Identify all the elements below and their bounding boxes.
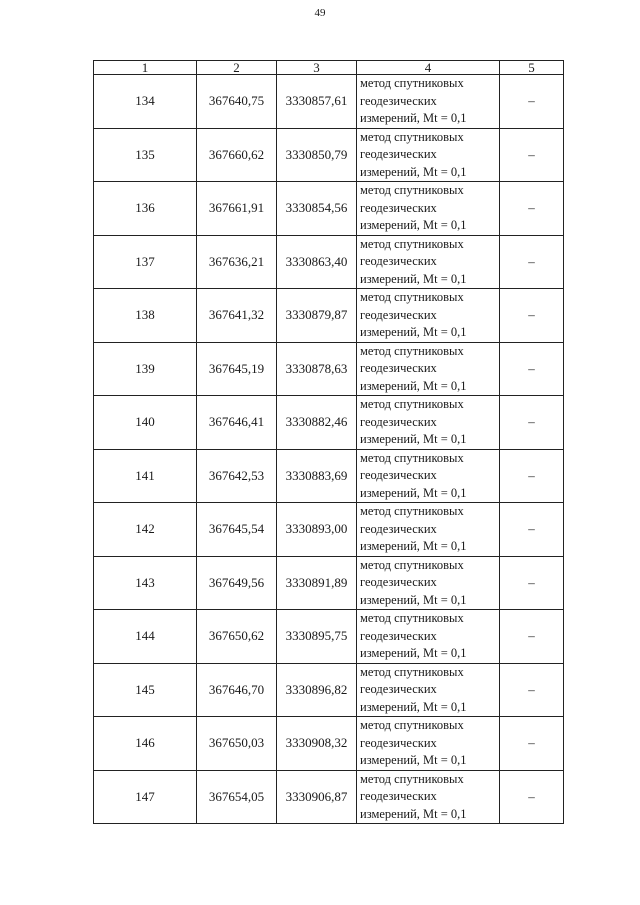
method-line-1: метод спутниковых: [360, 76, 464, 90]
method-line-3: измерений, Mt = 0,1: [360, 325, 467, 339]
method-line-1: метод спутниковых: [360, 504, 464, 518]
method-line-2: геодезических: [360, 414, 437, 429]
method-description: [357, 610, 500, 664]
coord-y: 3330854,56: [277, 182, 357, 236]
method-line-1: метод спутниковых: [360, 290, 464, 304]
method-line-1: метод спутниковых: [360, 718, 464, 732]
method-description: [357, 663, 500, 717]
point-number: 134: [94, 75, 197, 129]
method-line-2: геодезических: [360, 307, 437, 322]
method-line-3: измерений, Mt = 0,1: [360, 753, 467, 767]
table-header-row: [94, 61, 564, 75]
method-line-3: измерений, Mt = 0,1: [360, 539, 467, 553]
column-5-value: –: [500, 396, 564, 450]
method-line-2: геодезических: [360, 628, 437, 643]
coord-x: 367661,91: [197, 182, 277, 236]
header-col-4: 4: [357, 61, 500, 75]
column-5-value: –: [500, 182, 564, 236]
table-row: [94, 342, 564, 396]
coord-y: 3330879,87: [277, 289, 357, 343]
method-line-1: метод спутниковых: [360, 183, 464, 197]
method-line-3: измерений, Mt = 0,1: [360, 378, 467, 393]
coord-x: 367636,21: [197, 235, 277, 289]
method-line-3: измерений, Mt = 0,1: [360, 218, 467, 232]
method-line-3: измерений, Mt = 0,1: [360, 164, 467, 179]
table-row: [94, 503, 564, 557]
method-line-1: метод спутниковых: [360, 771, 464, 786]
coord-y: 3330882,46: [277, 396, 357, 450]
method-description: [357, 342, 500, 396]
point-number: 142: [94, 503, 197, 557]
table-row: [94, 396, 564, 450]
point-number: 139: [94, 342, 197, 396]
point-number: 147: [94, 770, 197, 824]
coord-x: 367645,19: [197, 342, 277, 396]
coord-x: 367650,62: [197, 610, 277, 664]
method-line-2: геодезических: [360, 93, 437, 108]
method-line-1: метод спутниковых: [360, 557, 464, 572]
table-row: [94, 182, 564, 236]
table-row: [94, 770, 564, 824]
coord-x: 367640,75: [197, 75, 277, 129]
method-line-3: измерений, Mt = 0,1: [360, 806, 467, 821]
table-row: [94, 75, 564, 129]
coord-x: 367642,53: [197, 449, 277, 503]
method-line-2: геодезических: [360, 200, 437, 215]
table-row: [94, 128, 564, 182]
table-row: [94, 610, 564, 664]
coord-y: 3330863,40: [277, 235, 357, 289]
coord-x: 367654,05: [197, 770, 277, 824]
header-col-2: 2: [197, 61, 277, 75]
method-line-3: измерений, Mt = 0,1: [360, 699, 467, 714]
method-line-1: метод спутниковых: [360, 236, 464, 251]
method-description: [357, 556, 500, 610]
coord-x: 367646,70: [197, 663, 277, 717]
method-line-3: измерений, Mt = 0,1: [360, 646, 467, 660]
coord-y: 3330883,69: [277, 449, 357, 503]
method-line-2: геодезических: [360, 254, 437, 268]
column-5-value: –: [500, 289, 564, 343]
method-description: [357, 128, 500, 182]
method-line-3: измерений, Mt = 0,1: [360, 485, 467, 500]
column-5-value: –: [500, 770, 564, 824]
point-number: 145: [94, 663, 197, 717]
method-line-3: измерений, Mt = 0,1: [360, 432, 467, 446]
method-description: [357, 770, 500, 824]
header-col-3: 3: [277, 61, 357, 75]
point-number: 146: [94, 717, 197, 771]
coord-y: 3330908,32: [277, 717, 357, 771]
method-line-2: геодезических: [360, 468, 437, 482]
coord-x: 367650,03: [197, 717, 277, 771]
method-line-1: метод спутниковых: [360, 664, 464, 679]
column-5-value: –: [500, 449, 564, 503]
method-description: [357, 717, 500, 771]
header-col-5: 5: [500, 61, 564, 75]
coordinates-table: [93, 60, 564, 824]
coord-y: 3330896,82: [277, 663, 357, 717]
method-line-2: геодезических: [360, 361, 437, 375]
method-line-1: метод спутниковых: [360, 450, 464, 465]
coord-y: 3330857,61: [277, 75, 357, 129]
coord-x: 367660,62: [197, 128, 277, 182]
coord-x: 367641,32: [197, 289, 277, 343]
method-line-1: метод спутниковых: [360, 611, 464, 625]
column-5-value: –: [500, 610, 564, 664]
column-5-value: –: [500, 717, 564, 771]
coord-y: 3330878,63: [277, 342, 357, 396]
method-line-1: метод спутниковых: [360, 397, 464, 411]
point-number: 143: [94, 556, 197, 610]
table-row: [94, 663, 564, 717]
method-line-2: геодезических: [360, 575, 437, 589]
table-row: [94, 717, 564, 771]
coord-y: 3330893,00: [277, 503, 357, 557]
method-description: [357, 503, 500, 557]
table-row: [94, 289, 564, 343]
column-5-value: –: [500, 342, 564, 396]
point-number: 136: [94, 182, 197, 236]
column-5-value: –: [500, 556, 564, 610]
table-body: [94, 75, 564, 824]
table-row: [94, 449, 564, 503]
column-5-value: –: [500, 663, 564, 717]
method-description: [357, 235, 500, 289]
method-line-2: геодезических: [360, 521, 437, 536]
method-description: [357, 396, 500, 450]
point-number: 138: [94, 289, 197, 343]
coord-y: 3330891,89: [277, 556, 357, 610]
method-description: [357, 182, 500, 236]
method-line-3: измерений, Mt = 0,1: [360, 592, 467, 607]
column-5-value: –: [500, 503, 564, 557]
coord-y: 3330895,75: [277, 610, 357, 664]
point-number: 140: [94, 396, 197, 450]
column-5-value: –: [500, 235, 564, 289]
table-row: [94, 235, 564, 289]
method-line-1: метод спутниковых: [360, 343, 464, 358]
method-line-3: измерений, Mt = 0,1: [360, 111, 467, 125]
method-description: [357, 75, 500, 129]
header-col-1: 1: [94, 61, 197, 75]
table-row: [94, 556, 564, 610]
coord-y: 3330850,79: [277, 128, 357, 182]
point-number: 141: [94, 449, 197, 503]
method-line-1: метод спутниковых: [360, 129, 464, 144]
coord-x: 367645,54: [197, 503, 277, 557]
point-number: 137: [94, 235, 197, 289]
method-line-2: геодезических: [360, 682, 437, 696]
method-description: [357, 449, 500, 503]
method-line-2: геодезических: [360, 789, 437, 803]
column-5-value: –: [500, 128, 564, 182]
method-line-3: измерений, Mt = 0,1: [360, 271, 467, 286]
point-number: 135: [94, 128, 197, 182]
method-line-2: геодезических: [360, 735, 437, 750]
coord-y: 3330906,87: [277, 770, 357, 824]
method-description: [357, 289, 500, 343]
coord-x: 367649,56: [197, 556, 277, 610]
page-number: 49: [314, 7, 326, 19]
point-number: 144: [94, 610, 197, 664]
coord-x: 367646,41: [197, 396, 277, 450]
column-5-value: –: [500, 75, 564, 129]
method-line-2: геодезических: [360, 147, 437, 161]
